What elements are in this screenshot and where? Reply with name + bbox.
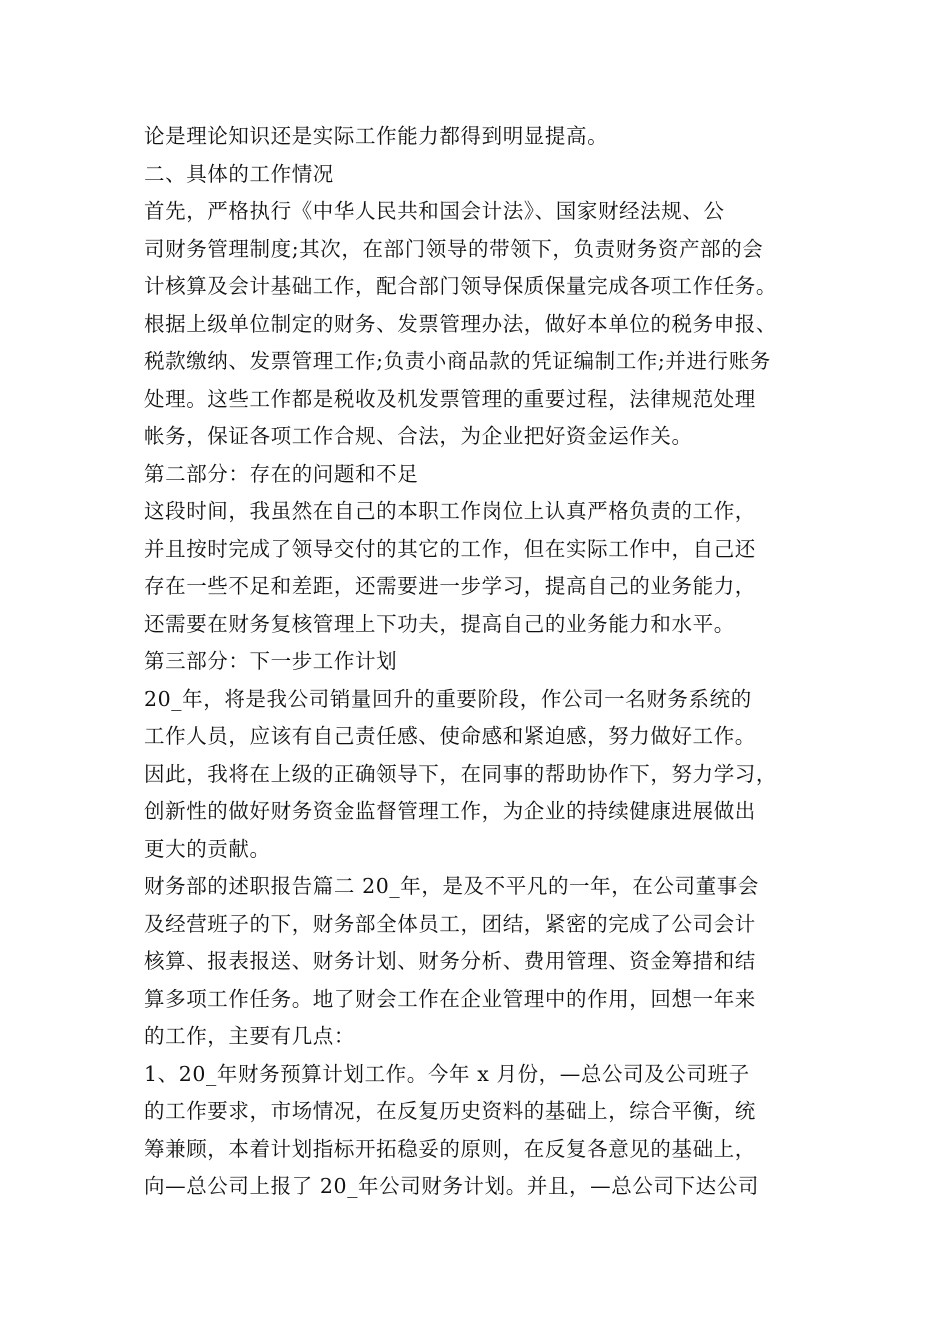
text-line: 的工作要求，市场情况，在反复历史资料的基础上，综合平衡，统 <box>144 1099 756 1123</box>
text-line: 司财务管理制度;其次，在部门领导的带领下，负责财务资产部的会 <box>144 236 764 261</box>
text-line: 存在一些不足和差距，还需要进一步学习，提高自己的业务能力， <box>144 574 756 598</box>
text-line: 帐务，保证各项工作合规、合法，为企业把好资金运作关。 <box>144 424 693 448</box>
text-line: 这段时间，我虽然在自己的本职工作岗位上认真严格负责的工作， <box>144 499 756 523</box>
text-line: 向—总公司上报了 20_年公司财务计划。并且，—总公司下达公司 <box>144 1174 759 1198</box>
text-line: 首先，严格执行《中华人民共和国会计法》、国家财经法规、公 <box>144 199 725 223</box>
text-line: 1、20_年财务预算计划工作。今年 x 月份，—总公司及公司班子 <box>144 1061 750 1086</box>
text-line: 税款缴纳、发票管理工作;负责小商品款的凭证编制工作;并进行账务 <box>144 349 771 373</box>
text-line: 核算、报表报送、财务计划、财务分析、费用管理、资金筹措和结 <box>144 949 756 973</box>
text-line: 处理。这些工作都是税收及机发票管理的重要过程，法律规范处理 <box>144 386 756 411</box>
text-line: 的工作，主要有几点： <box>144 1024 355 1048</box>
section-heading: 第三部分：下一步工作计划 <box>144 649 398 673</box>
text-line: 筹兼顾，本着计划指标开拓稳妥的原则，在反复各意见的基础上， <box>144 1136 756 1161</box>
text-line: 计核算及会计基础工作，配合部门领导保质保量完成各项工作任务。 <box>144 274 777 298</box>
text-line: 还需要在财务复核管理上下功夫，提高自己的业务能力和水平。 <box>144 611 735 636</box>
text-line: 20_年，将是我公司销量回升的重要阶段，作公司一名财务系统的 <box>144 686 752 711</box>
text-line: 财务部的述职报告篇二 20_年，是及不平凡的一年，在公司董事会 <box>144 874 759 898</box>
text-line: 因此，我将在上级的正确领导下，在同事的帮助协作下，努力学习， <box>144 761 777 786</box>
section-heading: 第二部分：存在的问题和不足 <box>144 461 419 486</box>
text-line: 并且按时完成了领导交付的其它的工作，但在实际工作中，自己还 <box>144 536 756 561</box>
text-line: 及经营班子的下，财务部全体员工，团结，紧密的完成了公司会计 <box>144 911 756 936</box>
section-heading: 二、具体的工作情况 <box>144 161 334 186</box>
body-text <box>144 118 824 1206</box>
text-line: 算多项工作任务。地了财会工作在企业管理中的作用，回想一年来 <box>144 986 756 1011</box>
text-line: 创新性的做好财务资金监督管理工作，为企业的持续健康进展做出 <box>144 799 756 823</box>
text-line: 更大的贡献。 <box>144 836 271 861</box>
text-line: 工作人员，应该有自己责任感、使命感和紧迫感，努力做好工作。 <box>144 724 756 748</box>
text-line: 论是理论知识还是实际工作能力都得到明显提高。 <box>144 124 609 148</box>
text-line: 根据上级单位制定的财务、发票管理办法，做好本单位的税务申报、 <box>144 311 777 336</box>
